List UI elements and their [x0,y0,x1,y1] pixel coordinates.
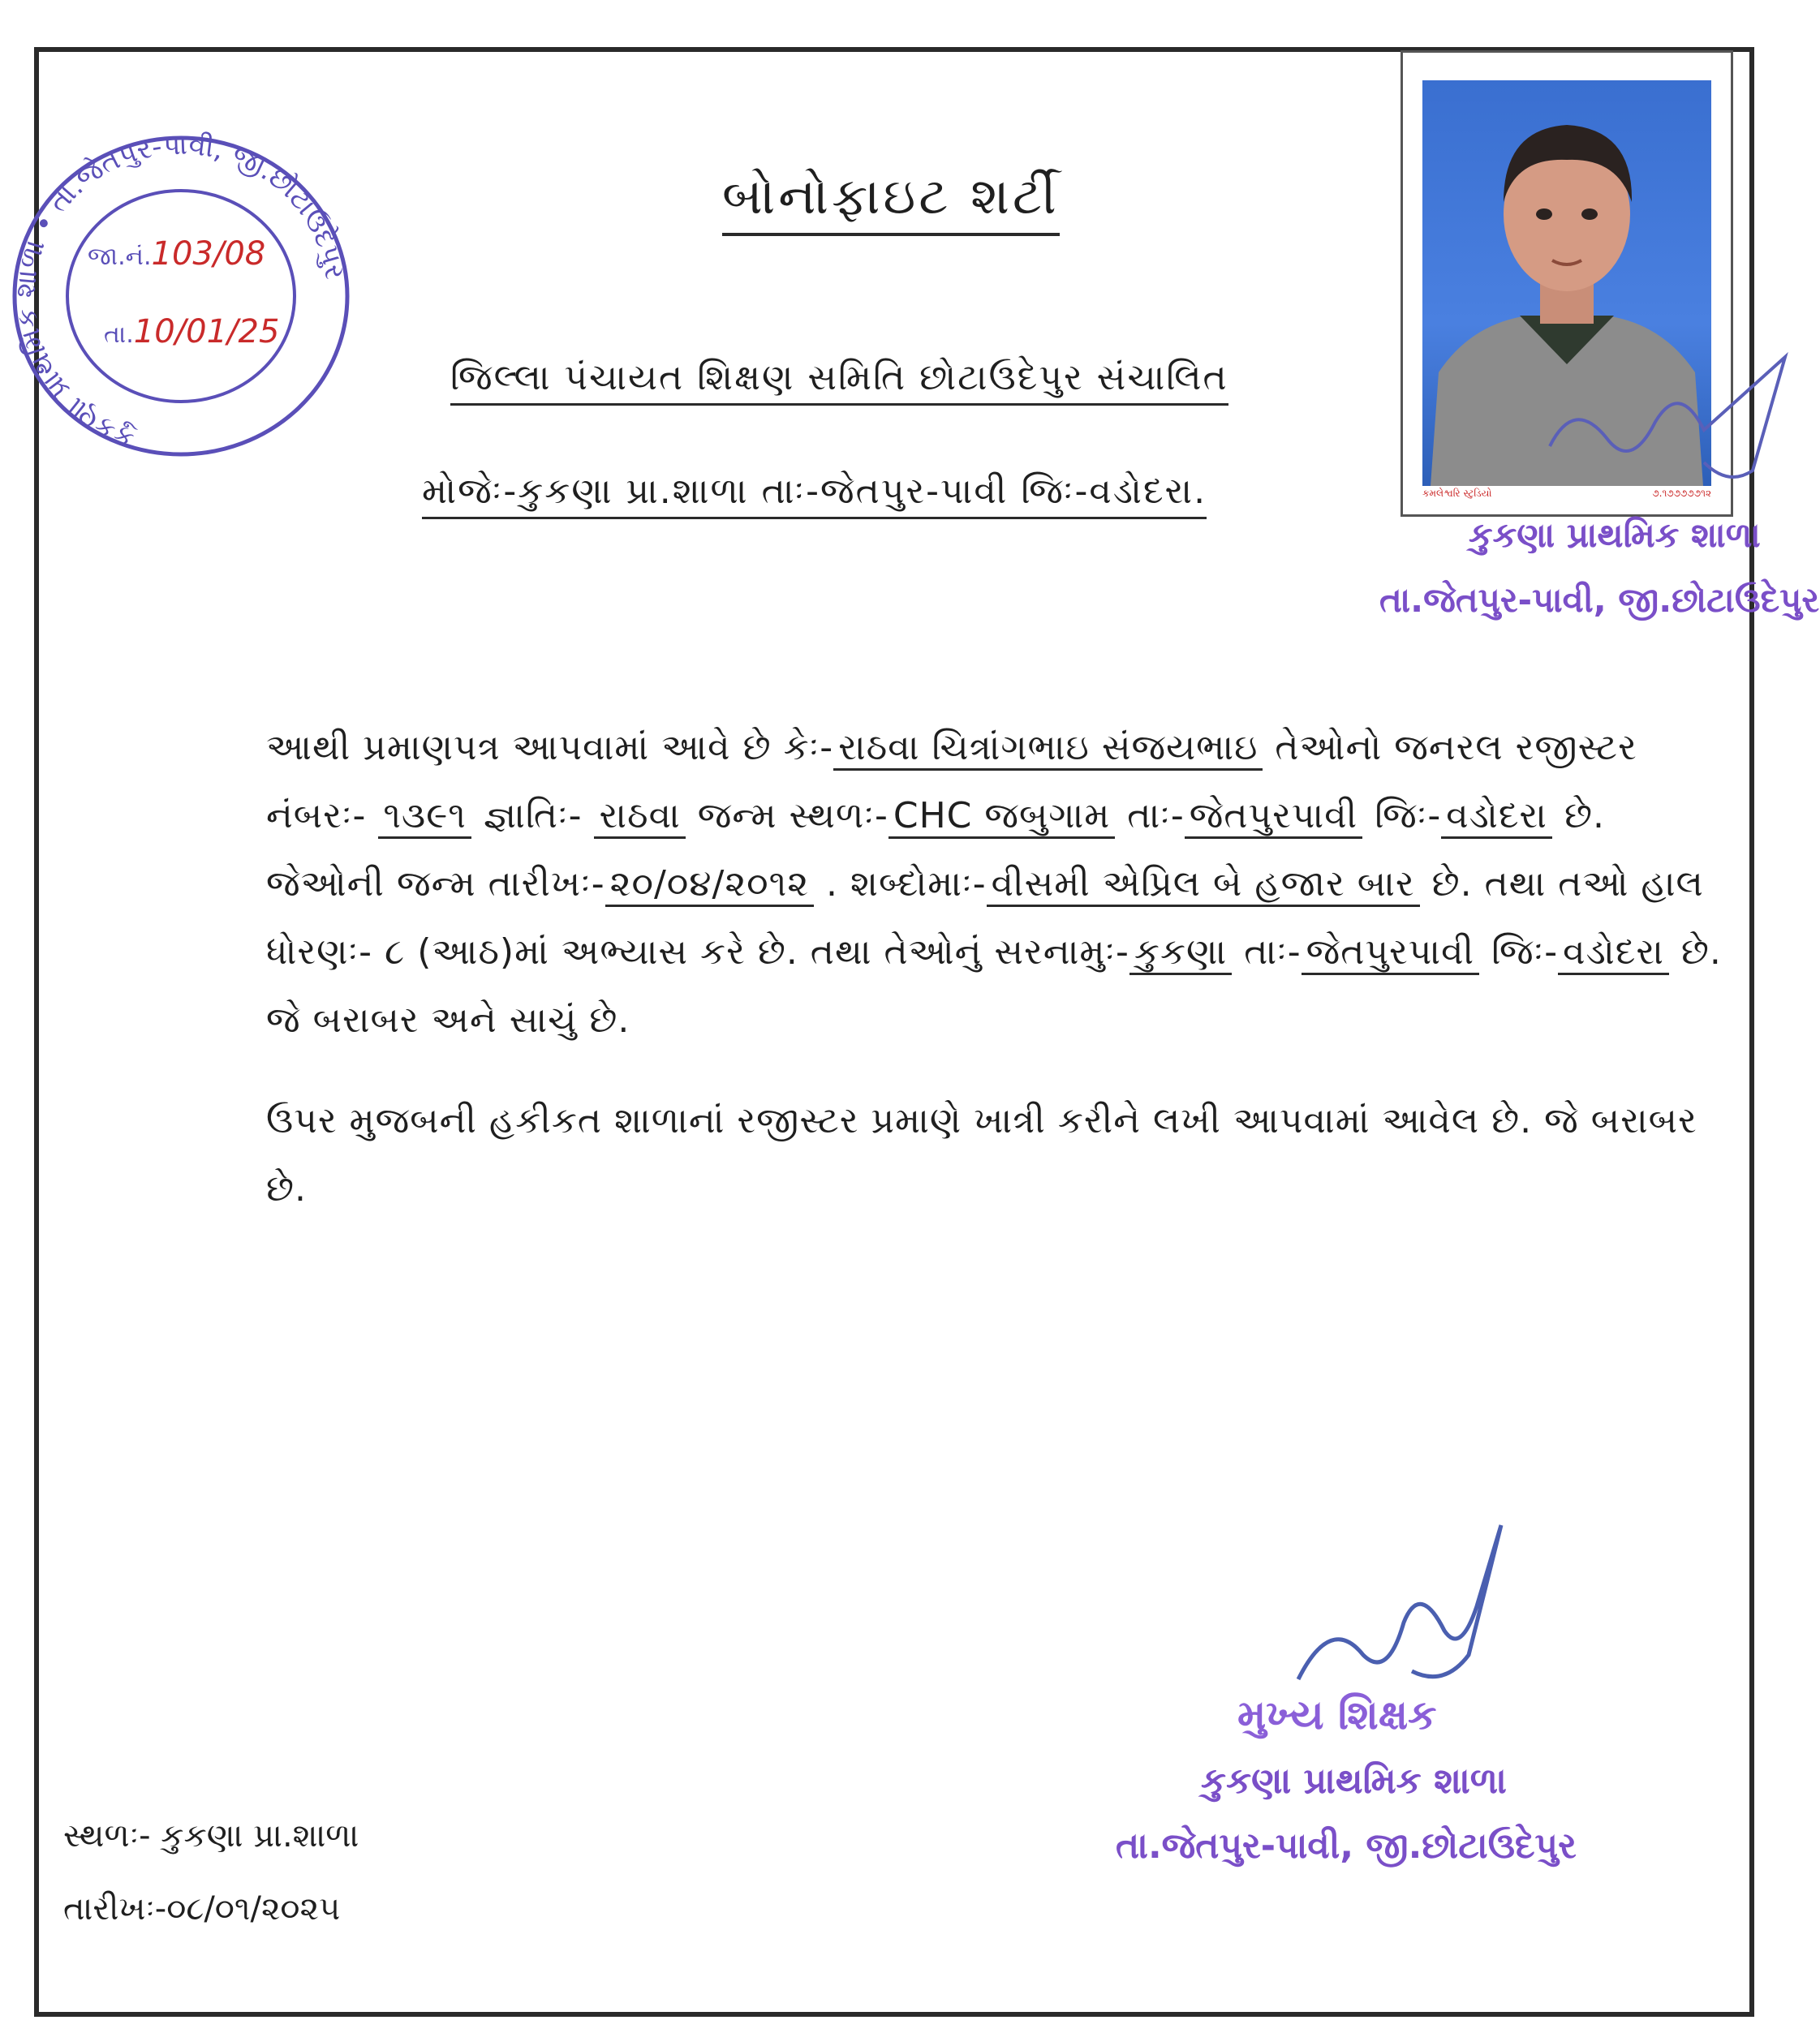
photo-signature-icon [1542,349,1801,511]
dob-words-value: વીસમી એપ્રિલ બે હજાર બાર [987,863,1420,907]
district-label: જિઃ- [1362,795,1442,836]
student-name: રાઠવા ચિત્રાંગભાઇ સંજયભાઇ [833,727,1263,771]
stamp-number-value: 103/08 [151,235,266,273]
address-village: કુકણા [1129,931,1232,975]
birthplace-label: જન્મ સ્થળઃ- [685,795,888,836]
district-value: વડોદરા [1441,795,1552,839]
address-district-label: જિઃ- [1479,931,1559,973]
dob-words-label: . શબ્દોમાઃ- [814,863,987,905]
standard-text: છે. તથા તઓ હાલ ધોરણઃ- ૮ (આઠ)માં અભ્યાસ કરે છે. તથા તેઓનું સરનામુઃ- [266,863,1704,973]
stamp-number [88,235,265,273]
paragraph-end: છે. જે બરાબર અને સાચું છે. [266,931,1722,1041]
birthplace-value: CHC જબુગામ [888,795,1115,839]
principal-signature-icon [1282,1517,1525,1712]
signature-designation: મુખ્ય શિક્ષક [1237,1691,1437,1739]
intro-text: આથી પ્રમાણપત્ર આપવામાં આવે છે કેઃ- [266,727,834,768]
footer-place: સ્થળઃ- કુકણા પ્રા.શાળા [63,1817,359,1855]
address-taluka: જેતપુરપાવી [1302,931,1479,975]
caste-value: રાઠવા [594,795,685,839]
stamp-date-label: તા. [104,320,134,349]
stamp-ring-text: કુકણા પ્રાથમિક શાળા • તા.જેતપુર-પાવી, જી.છોટાઉદેપુર [9,130,351,455]
dob-value: ૨૦/૦૪/૨૦૧૨ [605,863,814,907]
signature-school: કુકણા પ્રાથમિક શાળા [1201,1760,1507,1802]
certificate-paragraph-1 [63,714,1727,1055]
register-text: તેઓનો જનરલ રજીસ્ટર નંબરઃ- [266,727,1637,836]
photo-seal-taluka: તા.જેતપુર-પાવી, જી.છોટાઉદેપુર [1379,580,1820,620]
photo-seal-school: કુકણા પ્રાથમિક શાળા [1469,515,1761,555]
certificate-body [63,714,1727,1223]
certificate-paragraph-2: ઉપર મુજબની હકીકત શાળાનાં રજીસ્ટર પ્રમાણે ખાત્રી કરીને લખી આપવામાં આવેલ છે. જે બરાબર છે. [266,1100,1697,1210]
taluka-value: જેતપુરપાવી [1185,795,1362,839]
stamp-number-label: જા.નં. [88,243,152,271]
signature-taluka: તા.જેતપુર-પાવી, જી.છોટાઉદેપુર [1116,1825,1577,1867]
stamp-date [104,313,279,350]
document-title: બોનોફાઇટ શર્ટી [722,166,1060,236]
address-taluka-label: તાઃ- [1232,931,1302,973]
caste-label: જ્ઞાતિઃ- [471,795,595,836]
document-subtitle-school: મોજેઃ-કુકણા પ્રા.શાળા તાઃ-જેતપુર-પાવી જિઃ-વડોદરા. [422,471,1207,519]
photo-studio-label: કમલેશ્વરિ સ્ટુડિયો [1422,488,1492,499]
stamp-ring-icon [6,130,355,471]
taluka-label: તાઃ- [1115,795,1185,836]
footer-date: તારીખઃ-૦૮/૦૧/૨૦૨૫ [63,1890,341,1928]
school-round-stamp [6,130,355,471]
address-district: વડોદરા [1558,931,1669,975]
dob-intro: છે. જેઓની જન્મ તારીખઃ- [266,795,1605,905]
document-subtitle-authority: જિલ્લા પંચાયત શિક્ષણ સમિતિ છોટાઉદેપુર સંચાલિત [450,357,1228,406]
register-number: ૧૩૯૧ [378,795,471,839]
stamp-date-value: 10/01/25 [133,313,280,350]
photo-number-label: ૭.૧૭૭૭૭૭૧૨ [1652,488,1711,499]
